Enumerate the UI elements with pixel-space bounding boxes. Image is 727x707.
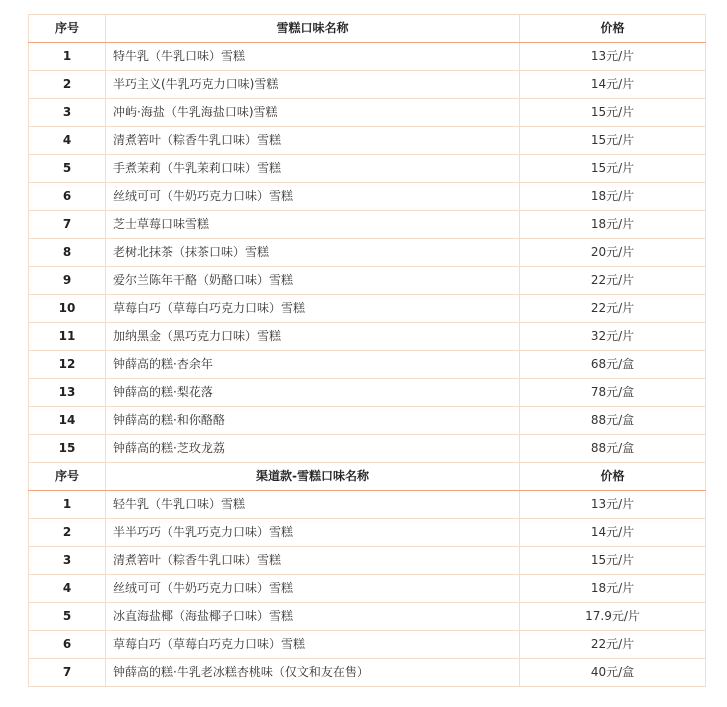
main-flavors-row: [29, 127, 706, 155]
flavor-name: 钟薛高的糕·牛乳老冰糕杏桃味（仅文和友在售）: [106, 659, 520, 687]
row-index: 3: [29, 547, 106, 575]
row-index: 4: [29, 127, 106, 155]
price-cell: 17.9元/片: [520, 603, 706, 631]
flavor-name: 爱尔兰陈年干酪（奶酪口味）雪糕: [106, 267, 520, 295]
price-cell: 22元/片: [520, 267, 706, 295]
price-cell: 13元/片: [520, 491, 706, 519]
column-header-index: 序号: [29, 15, 106, 43]
price-cell: 22元/片: [520, 295, 706, 323]
column-header-name: 雪糕口味名称: [106, 15, 520, 43]
main-flavors-row: [29, 379, 706, 407]
row-index: 7: [29, 659, 106, 687]
flavor-name: 钟薛高的糕·和你酪酪: [106, 407, 520, 435]
flavor-name: 丝绒可可（牛奶巧克力口味）雪糕: [106, 183, 520, 211]
price-table-body: [29, 15, 706, 687]
flavor-name: 草莓白巧（草莓白巧克力口味）雪糕: [106, 295, 520, 323]
channel-flavors-row: [29, 631, 706, 659]
price-cell: 88元/盒: [520, 435, 706, 463]
price-cell: 13元/片: [520, 43, 706, 71]
row-index: 2: [29, 519, 106, 547]
main-flavors-row: [29, 295, 706, 323]
flavor-name: 特牛乳（牛乳口味）雪糕: [106, 43, 520, 71]
flavor-name: 草莓白巧（草莓白巧克力口味）雪糕: [106, 631, 520, 659]
main-flavors-row: [29, 407, 706, 435]
flavor-name: 清煮箬叶（粽香牛乳口味）雪糕: [106, 547, 520, 575]
price-cell: 15元/片: [520, 127, 706, 155]
column-header-price: 价格: [520, 463, 706, 491]
main-flavors-row: [29, 435, 706, 463]
price-cell: 68元/盒: [520, 351, 706, 379]
flavor-name: 轻牛乳（牛乳口味）雪糕: [106, 491, 520, 519]
row-index: 4: [29, 575, 106, 603]
row-index: 6: [29, 183, 106, 211]
row-index: 6: [29, 631, 106, 659]
flavor-name: 冲屿·海盐（牛乳海盐口味)雪糕: [106, 99, 520, 127]
row-index: 3: [29, 99, 106, 127]
column-header-name: 渠道款-雪糕口味名称: [106, 463, 520, 491]
flavor-name: 手煮茉莉（牛乳茉莉口味）雪糕: [106, 155, 520, 183]
channel-flavors-row: [29, 491, 706, 519]
main-flavors-row: [29, 267, 706, 295]
channel-flavors-row: [29, 547, 706, 575]
flavor-name: 清煮箬叶（粽香牛乳口味）雪糕: [106, 127, 520, 155]
main-flavors-row: [29, 43, 706, 71]
flavor-name: 老树北抹茶（抹茶口味）雪糕: [106, 239, 520, 267]
price-list: [28, 14, 705, 687]
flavor-name: 芝士草莓口味雪糕: [106, 211, 520, 239]
row-index: 1: [29, 491, 106, 519]
row-index: 14: [29, 407, 106, 435]
row-index: 15: [29, 435, 106, 463]
channel-flavors-row: [29, 659, 706, 687]
channel-flavors-row: [29, 603, 706, 631]
main-flavors-row: [29, 99, 706, 127]
price-cell: 78元/盒: [520, 379, 706, 407]
flavor-name: 钟薛高的糕·杏余年: [106, 351, 520, 379]
price-cell: 88元/盒: [520, 407, 706, 435]
channel-flavors-row: [29, 519, 706, 547]
column-header-price: 价格: [520, 15, 706, 43]
row-index: 8: [29, 239, 106, 267]
main-flavors-row: [29, 155, 706, 183]
price-cell: 40元/盒: [520, 659, 706, 687]
channel-flavors-header-row: [29, 463, 706, 491]
flavor-name: 丝绒可可（牛奶巧克力口味）雪糕: [106, 575, 520, 603]
row-index: 5: [29, 155, 106, 183]
row-index: 2: [29, 71, 106, 99]
price-cell: 15元/片: [520, 99, 706, 127]
flavor-name: 半巧主义(牛乳巧克力口味)雪糕: [106, 71, 520, 99]
row-index: 12: [29, 351, 106, 379]
price-cell: 18元/片: [520, 183, 706, 211]
row-index: 1: [29, 43, 106, 71]
main-flavors-header-row: [29, 15, 706, 43]
price-cell: 14元/片: [520, 519, 706, 547]
channel-flavors-row: [29, 575, 706, 603]
main-flavors-row: [29, 71, 706, 99]
price-cell: 20元/片: [520, 239, 706, 267]
price-cell: 22元/片: [520, 631, 706, 659]
flavor-name: 钟薛高的糕·芝玫龙荔: [106, 435, 520, 463]
price-cell: 32元/片: [520, 323, 706, 351]
price-cell: 15元/片: [520, 547, 706, 575]
flavor-name: 半半巧巧（牛乳巧克力口味）雪糕: [106, 519, 520, 547]
price-cell: 14元/片: [520, 71, 706, 99]
main-flavors-row: [29, 211, 706, 239]
row-index: 7: [29, 211, 106, 239]
price-table: [28, 14, 706, 687]
main-flavors-row: [29, 183, 706, 211]
price-cell: 18元/片: [520, 575, 706, 603]
price-cell: 15元/片: [520, 155, 706, 183]
row-index: 13: [29, 379, 106, 407]
row-index: 11: [29, 323, 106, 351]
flavor-name: 钟薛高的糕·梨花落: [106, 379, 520, 407]
main-flavors-row: [29, 239, 706, 267]
row-index: 5: [29, 603, 106, 631]
main-flavors-row: [29, 323, 706, 351]
row-index: 10: [29, 295, 106, 323]
row-index: 9: [29, 267, 106, 295]
price-cell: 18元/片: [520, 211, 706, 239]
main-flavors-row: [29, 351, 706, 379]
flavor-name: 加纳黑金（黑巧克力口味）雪糕: [106, 323, 520, 351]
flavor-name: 冰直海盐椰（海盐椰子口味）雪糕: [106, 603, 520, 631]
column-header-index: 序号: [29, 463, 106, 491]
